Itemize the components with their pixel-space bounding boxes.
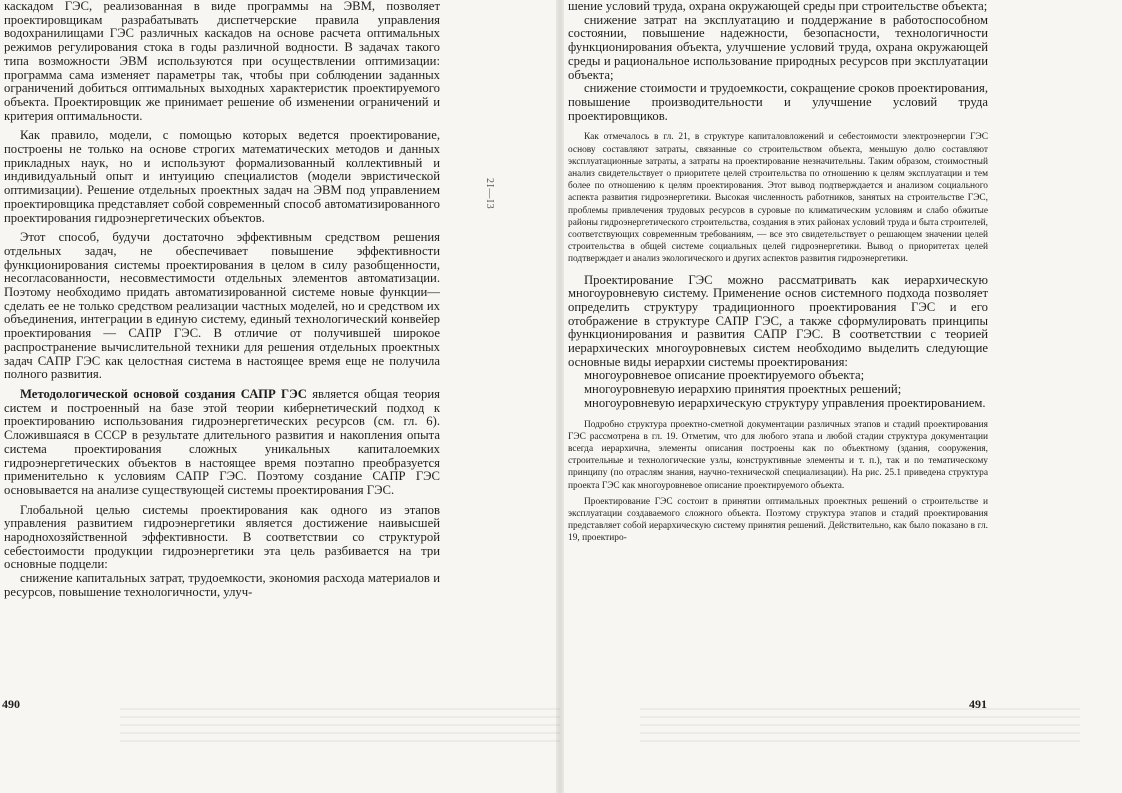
- margin-note: 2I—I3: [484, 178, 495, 210]
- page-number-left: 490: [2, 697, 20, 711]
- left-text-column: [4, 0, 440, 600]
- small-print-paragraph: Как отмечалось в гл. 21, в структуре капиталовложений и себестоимости электроэнергии ГЭС основу составляют затраты, связанные со строительством объекта, меньшую долю составляют эксплуатационные затраты, а затраты на проектирование незначительны. Таким образом, стоимостный анализ свидетельствует о приоритете целей строительства по отношению к целям эксплуатации и тем более по отношению к целям проектирования. Этот вывод подтверждается и анализом социального аспекта развития гидроэнергетики. Высокая численность работников, занятых на строительстве ГЭС, проблемы привлечения трудовых ресурсов в суровые по климатическим условиям и слабо обжитые районы гидроэнергетического строительства, создания в этих районах условий труда и быта строителей, соответствующих современным требованиям, — все это свидетельствует о решающем значении целей строительства в общей системе социальных целей гидроэнергетики. Вывод о приоритетах целей подтверждает и анализ экологического и других аспектов развития гидроэнергетики.: [568, 132, 988, 265]
- book-spine: [556, 0, 564, 793]
- paragraph: снижение капитальных затрат, трудоемкости, экономия расхода материалов и ресурсов, повышение технологичности, улуч-: [4, 571, 440, 599]
- paragraph: снижение стоимости и трудоемкости, сокращение сроков проектирования, повышение производительности и улучшение условий труда проектировщиков.: [568, 81, 988, 123]
- paragraph-methodology: [4, 388, 440, 498]
- bold-lead-in: Методологической основой создания САПР ГЭС: [20, 386, 307, 401]
- small-print-paragraph: Подробно структура проектно-сметной документации различных этапов и стадий проектирования ГЭС рассмотрена в гл. 19. Отметим, что для любого этапа и любой стадии структура документации всегда иерархична, элементы описания построены как по объектному (здания, сооружения, строительные и технологические узлы, конструктивные элементы и т. п.), так и по тематическому принципу (по отраслям знания, научно-технической специализации). На рис. 25.1 приведена структура проекта ГЭС как многоуровневое описание проектируемого объекта.: [568, 419, 988, 491]
- paragraph: Проектирование ГЭС можно рассматривать как иерархическую многоуровневую систему. Применение основ системного подхода позволяет определить структуру традиционного проектирования ГЭС и его отображение в структуре САПР ГЭС, а также сформулировать принципы функционирования и развития САПР ГЭС. В соответствии с теорией иерархических многоуровневых систем необходимо выделить следующие основные виды иерархии системы проектирования:: [568, 272, 988, 369]
- bleed-through-left: [120, 708, 560, 748]
- small-print-paragraph: Проектирование ГЭС состоит в принятии оптимальных проектных решений о строительстве и эксплуатации создаваемого сложного объекта. Поэтому структура этапов и стадий проектирования представляет собой иерархическую систему принятия решений. Действительно, как было показано в гл. 19, проектиро-: [568, 496, 988, 544]
- paragraph: шение условий труда, охрана окружающей среды при строительстве объекта;: [568, 0, 988, 13]
- hierarchy-item: многоуровневую иерархию принятия проектных решений;: [584, 382, 902, 397]
- page-number-right: 491: [969, 697, 987, 711]
- paragraph-rest: является общая теория систем и построенный на базе этой теории кибернетический подход к проектированию использования гидроэнергетических ресурсов (см. гл. 6). Сложившаяся в СССР в результате длительного развития и накопления опыта система проектирования сложных уникальных капиталоемких гидроэнергетических объектов в настоящее время поэтапно преобразуется применительно к условиям САПР ГЭС. Поэтому создание САПР ГЭС основывается на анализе существующей системы проектирования ГЭС.: [4, 386, 440, 497]
- hierarchy-item: многоуровневую иерархическую структуру управления проектированием.: [584, 395, 986, 410]
- paragraph: каскадом ГЭС, реализованная в виде программы на ЭВМ, позволяет проектировщикам разрабатывать диспетчерские правила управления водохранилищами ГЭС различных каскадов на основе расчета оптимальных режимов регулирования стока в годы различной водности. В задачах такого типа возможности ЭВМ используются при осуществлении оптимизации: программа сама изменяет параметры так, чтобы при соблюдении заданных ограничений добиться оптимальных выходных характеристик проектируемого объекта. Проектировщик же принимает решение об изменении ограничений и критерия оптимальности.: [4, 0, 440, 123]
- bleed-through-right: [640, 708, 1080, 748]
- paragraph: Этот способ, будучи достаточно эффективным средством решения отдельных задач, не обеспечивает повышение эффективности функционирования системы проектирования в целом в силу разобщенности, несогласованности, несовместимости отдельных элементов автоматизации. Поэтому необходимо придать автоматизированной системе новые функции—сделать ее не только средством реализации частных моделей, но и средством их объединения, интеграции в единую систему, единый технологический конвейер проектирования — САПР ГЭС. В отличие от получившей широкое распространение вычислительной техники для решения отдельных проектных задач САПР ГЭС как целостная система в настоящее время еще не получила полного развития.: [4, 230, 440, 382]
- paragraph: Как правило, модели, с помощью которых ведется проектирование, построены не только на основе строгих математических методов и данных прикладных наук, но и используют формализованный коллективный и индивидуальный опыт и интуицию специалистов (модели эвристической оптимизации). Решение отдельных проектных задач на ЭВМ под управлением проектировщика представляет собой современный способ автоматизированного проектирования гидроэнергетических объектов.: [4, 128, 440, 225]
- hierarchy-item: многоуровневое описание проектируемого объекта;: [584, 368, 865, 383]
- right-text-column: [568, 0, 988, 545]
- paragraph: снижение затрат на эксплуатацию и поддержание в работоспособном состоянии, повышение надежности, безопасности, технологичности функционирования объекта, улучшение условий труда, охрана окружающей среды и рациональное использование природных ресурсов при эксплуатации объекта;: [568, 12, 988, 82]
- paragraph: Глобальной целью системы проектирования как одного из этапов управления развитием гидроэнергетики является достижение наивысшей народнохозяйственной эффективности. В соответствии со структурой себестоимости продукции гидроэнергетики эта цель разбивается на три основные подцели:: [4, 502, 440, 572]
